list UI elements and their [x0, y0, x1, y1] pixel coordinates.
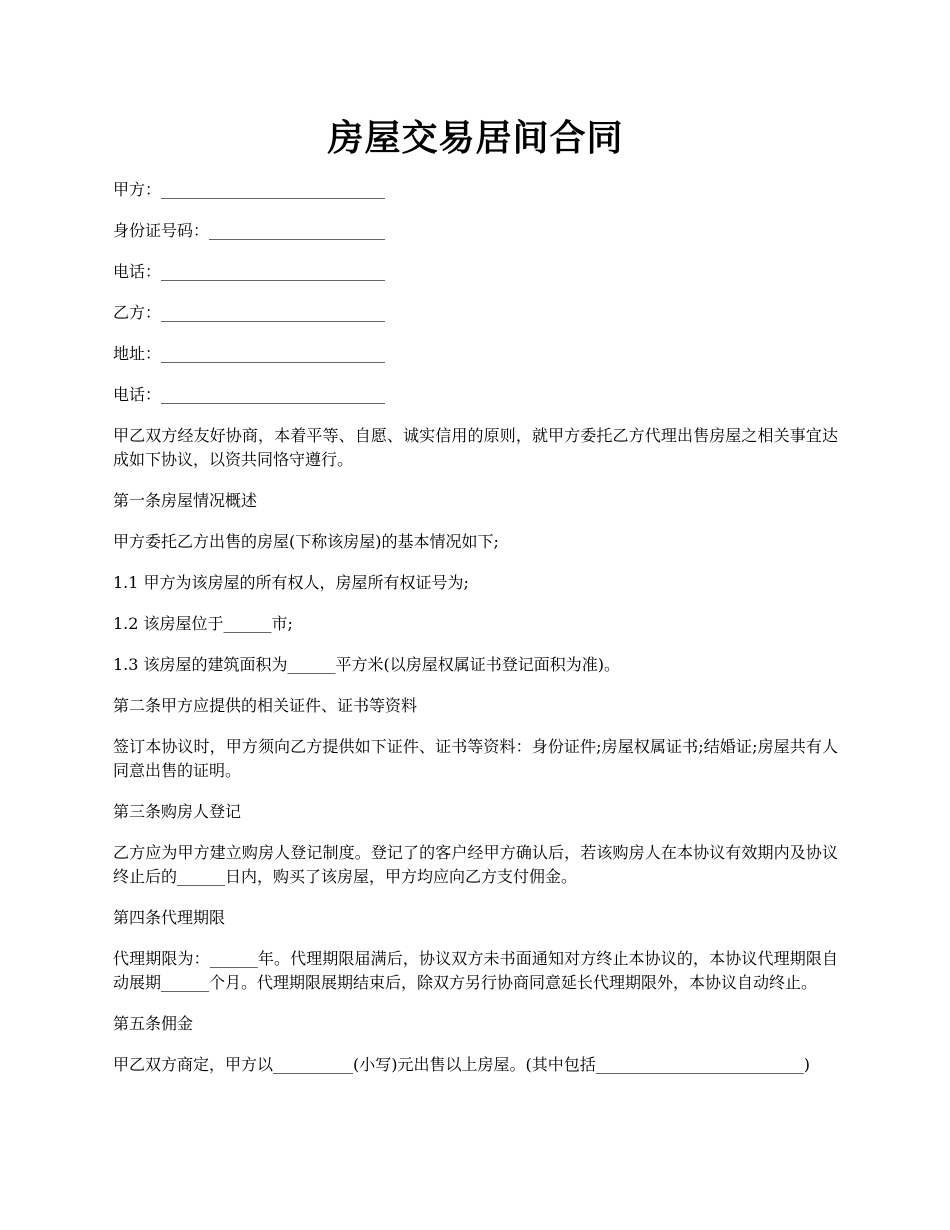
id-number-field: 身份证号码：______________________ — [113, 221, 386, 240]
article-1-intro: 甲方委托乙方出售的房屋(下称该房屋)的基本情况如下; — [113, 532, 499, 551]
party-b-field: 乙方：____________________________ — [113, 303, 386, 322]
clause-1-2: 1.2 该房屋位于______市; — [113, 614, 293, 633]
document-body — [113, 178, 838, 1077]
address-field: 地址：____________________________ — [113, 344, 386, 363]
document-title: 房屋交易居间合同 — [327, 117, 624, 159]
party-a-phone-field: 电话：____________________________ — [113, 262, 386, 281]
party-b-phone-field: 电话：____________________________ — [113, 385, 386, 404]
article-5-body: 甲乙双方商定，甲方以__________(小写)元出售以上房屋。(其中包括__________________________) — [113, 1055, 810, 1074]
article-2-heading: 第二条甲方应提供的相关证件、证书等资料 — [113, 696, 418, 715]
clause-1-3: 1.3 该房屋的建筑面积为______平方米(以房屋权属证书登记面积为准)。 — [113, 655, 621, 674]
party-a-field: 甲方：____________________________ — [113, 180, 386, 199]
article-3-heading: 第三条购房人登记 — [113, 802, 242, 821]
article-3-body: 乙方应为甲方建立购房人登记制度。登记了的客户经甲方确认后，若该购房人在本协议有效期内及协议终止后的______日内，购买了该房屋，甲方均应向乙方支付佣金。 — [113, 843, 838, 886]
article-1-heading: 第一条房屋情况概述 — [113, 491, 258, 510]
article-4-body: 代理期限为：______年。代理期限届满后，协议双方未书面通知对方终止本协议的，本协议代理期限自动展期______个月。代理期限展期结束后，除双方另行协商同意延长代理期限外，本协议自动终止。 — [113, 949, 838, 992]
article-5-heading: 第五条佣金 — [113, 1014, 194, 1033]
clause-1-1: 1.1 甲方为该房屋的所有权人，房屋所有权证号为; — [113, 573, 469, 592]
preamble-paragraph: 甲乙双方经友好协商，本着平等、自愿、诚实信用的原则，就甲方委托乙方代理出售房屋之相关事宜达成如下协议，以资共同恪守遵行。 — [113, 426, 838, 469]
article-4-heading: 第四条代理期限 — [113, 908, 226, 927]
article-2-body: 签订本协议时，甲方须向乙方提供如下证件、证书等资料：身份证件;房屋权属证书;结婚证;房屋共有人同意出售的证明。 — [113, 737, 838, 780]
